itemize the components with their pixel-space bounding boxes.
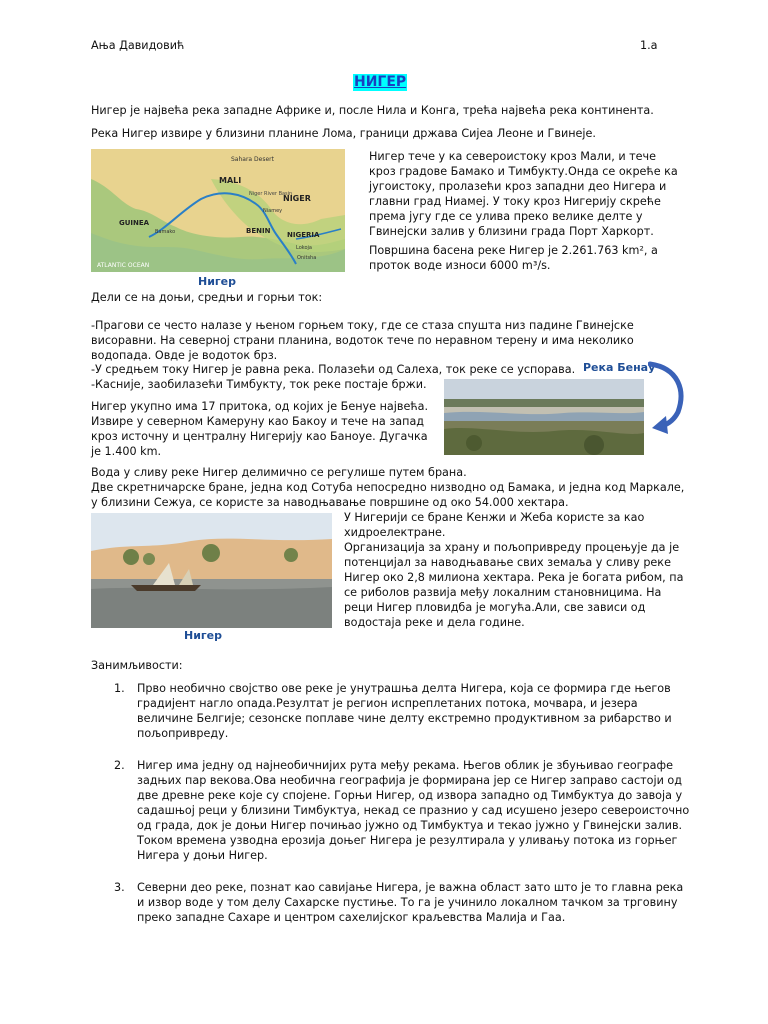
intro-line-2: Река Нигер извире у близини планине Лома, граници држава Сијеа Леоне и Гвинеје. [91, 127, 596, 140]
author-name: Ања Давидовић [91, 39, 185, 52]
fact-number: 3. [114, 881, 125, 894]
map-label-ocean: ATLANTIC OCEAN [97, 262, 150, 269]
fact-number: 2. [114, 759, 125, 772]
map-label-nigeria: NIGERIA [287, 231, 320, 239]
map-label-sahara: Sahara Desert [231, 156, 274, 163]
map-label-lokoja: Lokoja [296, 245, 312, 251]
niger-river-photo [91, 513, 332, 628]
upper-course-text: -Прагови се често налазе у њеном горњем току, где се стаза спушта низ падине Гвинејске висоравни. На северној страни планина, водоток тече по неравном терену и има неколико водопада. Овде је водоток брз. [91, 319, 634, 362]
fact-text: Нигер има једну од најнеобичнијих рута међу рекама. Његов облик је збуњивао географе задњих пар векова.Ова необична географија је формирана јер се Нигер заправо састоји од две древне реке које су спојене. Горњи Нигер, од извора западно од Тимбуктуа до завоја у садашњој реци у близини Тимбуктуа, некад се празнио у сад исушено језеро североисточно од града, док је доњи Нигер почињао јужно од Тимбуктуа и текао јужно у Гвинејски залив. Током времена узводна ерозија доњег Нигера је резултирала у уливању потока из горњег Нигера у доњи Нигер. [137, 759, 690, 862]
niger-map [91, 149, 345, 272]
map-caption: Нигер [198, 275, 236, 288]
curved-arrow-icon [648, 360, 688, 436]
fact-text: Северни део реке, познат као савијање Нигера, је важна област зато што је то главна река и извор воде у том делу Сахарске пустиње. То га је учинило локалном тачком за трговину преко западне Сахаре и центром сахелијског краљевства Малија и Гаа. [137, 881, 684, 924]
basin-paragraph: Површина басена реке Нигер је 2.261.763 km², а проток воде износи 6000 m³/s. [369, 244, 658, 272]
dams-paragraph: Две скретничарске бране, једна код Сотуба непосредно низводно од Бамака, и једна код Маркале, у близини Сежуа, се користе за наводњавање површине од око 54.000 хектара. [91, 481, 685, 509]
map-label-bamako: Bamako [155, 229, 176, 235]
dams-line-1: Вода у сливу реке Нигер делимично се регулише путем брана. [91, 466, 467, 479]
hydro-paragraph: У Нигерији се бране Кенжи и Жеба користе за као хидроелектране. [344, 511, 645, 539]
intro-line-1: Нигер је највећа река западне Африке и, после Нила и Конга, трећа највећа река континента. [91, 104, 654, 117]
fact-number: 1. [114, 682, 125, 695]
class-label: 1.a [640, 39, 658, 52]
fact-item [114, 880, 693, 925]
tributaries-paragraph: Нигер укупно има 17 притока, од којих је Бенуе највећа. Извире у северном Камеруну као Бакоу и тече на запад кроз источну и централну Нигерију као Баноуе. Дугачка је 1.400 km. [91, 400, 429, 458]
map-label-inland: Niger River Basin [249, 191, 293, 197]
map-label-guinea: GUINEA [119, 219, 150, 227]
facts-list [114, 681, 693, 942]
map-label-benin: BENIN [246, 227, 271, 235]
map-label-onitsha: Onitsha [297, 255, 317, 261]
middle-course-text: -У средњем току Нигер је равна река. Полазећи од Салеха, ток реке се успорава. [91, 363, 576, 376]
fact-item [114, 681, 693, 741]
fact-text: Прво необично својство ове реке је унутрашња делта Нигера, која се формира где његов градијент нагло опада.Резултат је регион испреплетаних потока, мочвара, и језера величине Белгије; сезонске поплаве чине делту екстремно продуктивном за рибарство и пољопривреду. [137, 682, 672, 740]
map-label-mali: MALI [219, 176, 242, 185]
fao-paragraph: Организација за храну и пољопривреду процењује да је потенцијал за наводњавање свих земаља у сливу реке Нигер око 2,8 милиона хектара. Река је богата рибом, па се риболов развија међу локалним становницима. На реци Нигер пловидба је могућа.Али, све зависи од водостаја реке и дела године. [344, 541, 684, 629]
fact-item [114, 758, 693, 863]
benue-photo [444, 379, 644, 455]
page-title: НИГЕР [354, 74, 407, 90]
later-course-text: -Касније, заобилазећи Тимбукту, ток реке постаје бржи. [91, 378, 427, 391]
divides-heading: Дели се на доњи, средњи и горњи ток: [91, 291, 323, 304]
benue-caption: Река Бенау [583, 361, 656, 374]
map-label-niamey: Niamey [263, 208, 283, 214]
facts-title: Занимљивости: [91, 659, 183, 672]
course-paragraph: Нигер тече у ка североистоку кроз Мали, и тече кроз градове Бамако и Тимбукту.Онда се окреће ка југоистоку, пролазећи кроз западни део Нигера и главни град Ниамеј. У току кроз Нигерију скреће према југу где се улива преко велике делте у Гвинејски залив у близини града Порт Харкорт. [369, 150, 678, 238]
map-label-niger: NIGER [283, 194, 311, 203]
photo-caption: Нигер [184, 629, 222, 642]
